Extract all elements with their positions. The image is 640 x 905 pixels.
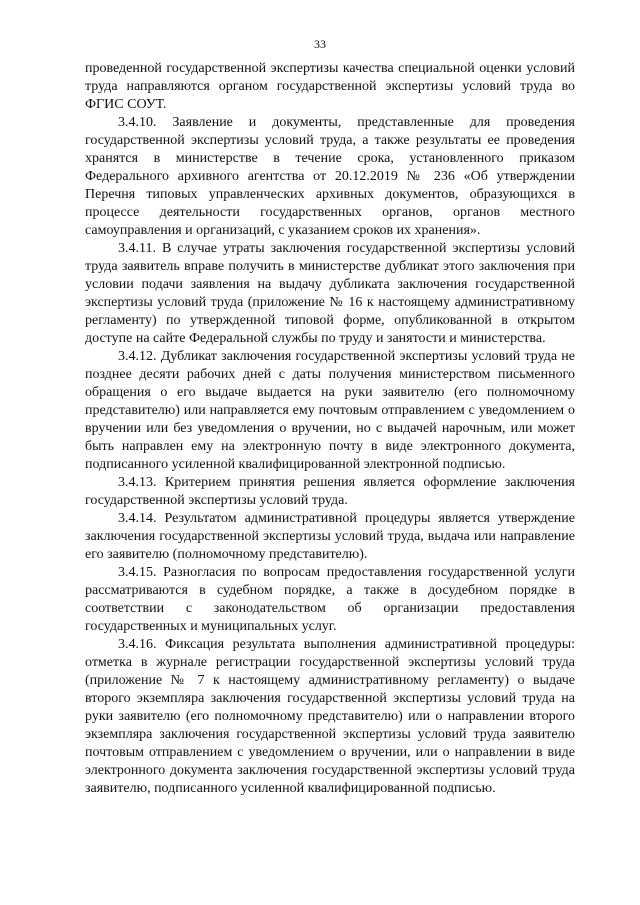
page-number: 33 bbox=[314, 37, 326, 51]
paragraph-3-4-11: 3.4.11. В случае утраты заключения государственной экспертизы условий труда заявитель вправе получить в министерстве дубликат этого заключения при условии подачи заявления на выдачу дубликата заключения государственной экспертизы условий труда (приложение № 16 к настоящему административному регламенту) по утвержденной типовой форме, опубликованной в открытом доступе на сайте Федеральной службы по труду и занятости и министерства. bbox=[85, 241, 575, 346]
paragraph-3-4-16: 3.4.16. Фиксация результата выполнения административной процедуры: отметка в журнале регистрации государственной экспертизы условий труда (приложение № 7 к настоящему административному регламенту) о выдаче второго экземпляра заключения государственной экспертизы условий труда на руки заявителю (его полномочному представителю) или о направлении второго экземпляра заключения государственной экспертизы условий труда заявителю почтовым отправлением с уведомлением о вручении, или о направлении в виде электронного документа заключения государственной экспертизы условий труда заявителю, подписанного усиленной квалифицированной подписью. bbox=[85, 637, 575, 796]
paragraph-continuation: проведенной государственной экспертизы качества специальной оценки условий труда направляются органом государственной экспертизы условий труда во ФГИС СОУТ. bbox=[85, 61, 575, 112]
paragraph-3-4-12: 3.4.12. Дубликат заключения государственной экспертизы условий труда не позднее десяти рабочих дней с даты получения министерством письменного обращения о его выдаче выдается на руки заявителю (его полномочному представителю) или направляется ему почтовым отправлением с уведомлением о вручении или без уведомления о вручении, но с выдачей нарочным, или может быть направлен ему на электронную почту в виде электронного документа, подписанного усиленной квалифицированной электронной подписью. bbox=[85, 349, 575, 472]
document-body bbox=[85, 60, 575, 798]
paragraph-3-4-15: 3.4.15. Разногласия по вопросам предоставления государственной услуги рассматриваются в судебном порядке, а также в досудебном порядке в соответствии с законодательством об организации предоставления государственных и муниципальных услуг. bbox=[85, 565, 575, 634]
paragraph-3-4-13: 3.4.13. Критерием принятия решения является оформление заключения государственной экспертизы условий труда. bbox=[85, 475, 575, 508]
paragraph-3-4-10: 3.4.10. Заявление и документы, представленные для проведения государственной экспертизы условий труда, а также результаты ее проведения хранятся в министерстве в течение срока, установленного приказом Федерального архивного агентства от 20.12.2019 № 236 «Об утверждении Перечня типовых управленческих архивных документов, образующихся в процессе деятельности государственных органов, органов местного самоуправления и организаций, с указанием сроков их хранения». bbox=[85, 115, 575, 238]
paragraph-3-4-14: 3.4.14. Результатом административной процедуры является утверждение заключения государственной экспертизы условий труда, выдача или направление его заявителю (полномочному представителю). bbox=[85, 511, 575, 562]
